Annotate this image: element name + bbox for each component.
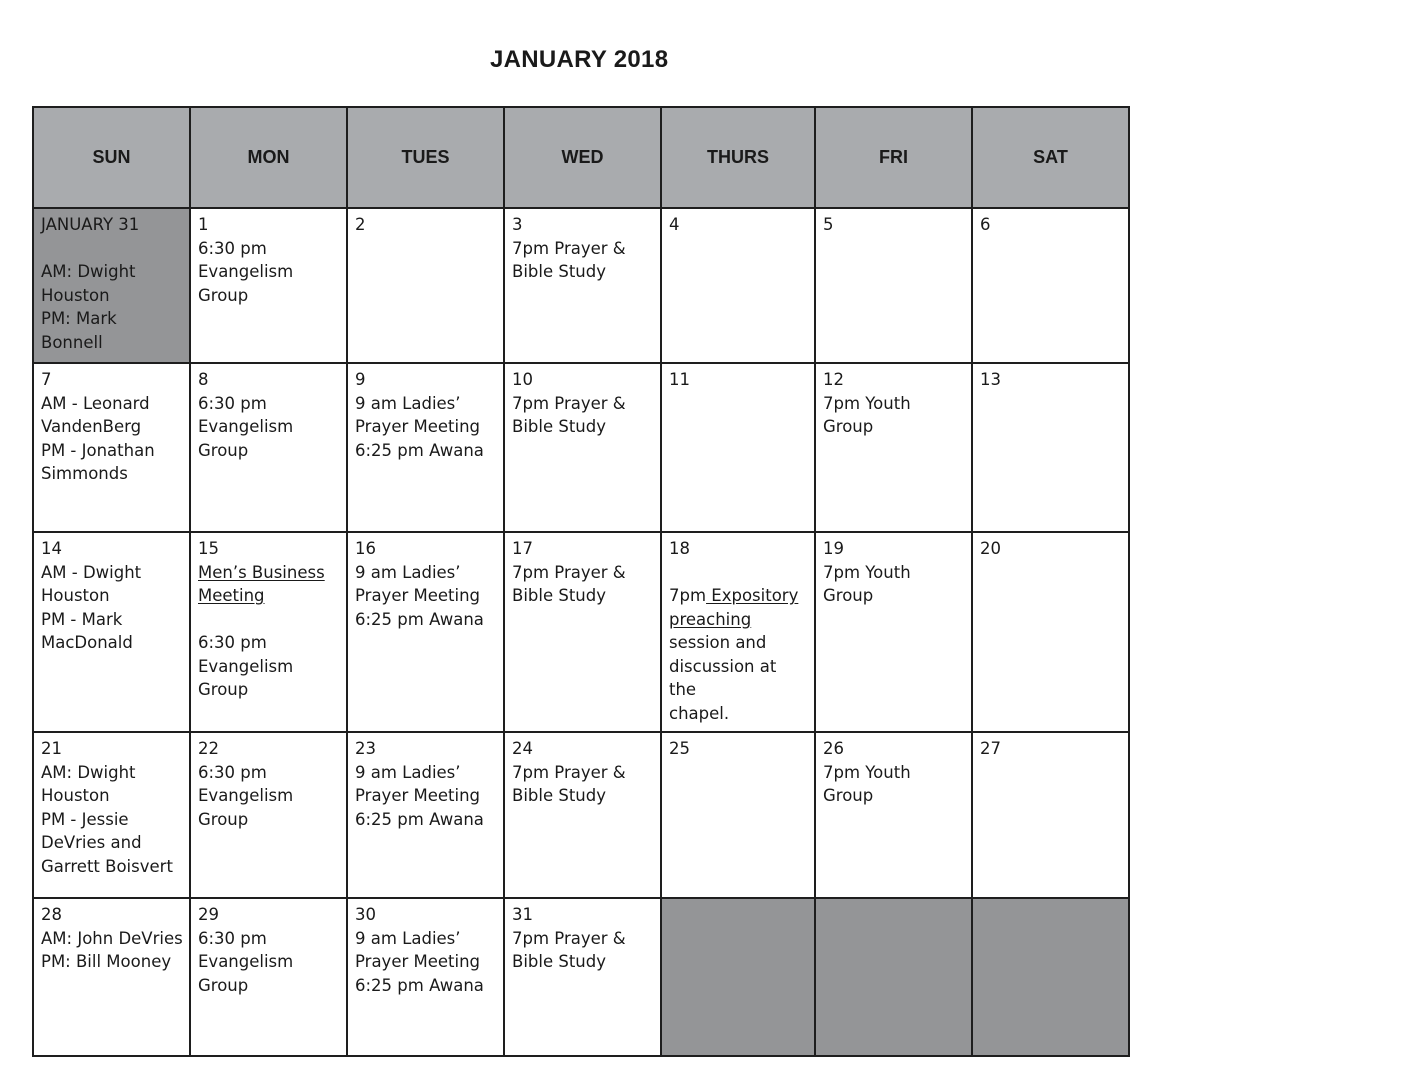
day-cell-12 [815,363,972,532]
event-text: AM - Leonard [41,393,150,413]
event-text: Group [198,285,249,305]
day-number: 5 [823,215,834,234]
day-number: 26 [823,739,844,758]
event-text: Bible Study [512,786,606,805]
event-text: Prayer Meeting [355,952,481,971]
event-text: session and [669,633,767,652]
day-cell-19 [815,532,972,732]
event-text: 6:30 pm [198,238,267,258]
day-number: 30 [355,905,376,924]
underlined-text: preaching [669,609,752,629]
event-text: Simmonds [41,464,128,483]
event-text: Prayer Meeting [355,586,481,605]
event-text: 6:25 pm Awana [355,609,484,629]
weekday-header-wed: WED [504,107,661,208]
week-row-1 [33,208,1129,363]
event-text: 7pm Prayer & [512,238,626,258]
day-cell-4 [661,208,815,363]
day-cell-21 [33,732,190,898]
event-text: Group [198,809,249,829]
event-text: 6:30 pm [198,393,267,413]
day-number: 31 [512,905,533,924]
day-cell-22 [190,732,347,898]
weekday-header-tues: TUES [347,107,504,208]
week-row-3 [33,532,1129,732]
event-text: Evangelism [198,656,294,676]
underlined-text: Expository [706,586,799,605]
event-text: Houston [41,586,110,605]
day-number: 23 [355,739,376,758]
event-text: 7pm Youth [823,762,911,782]
event-text: 6:25 pm Awana [355,809,484,829]
day-number: 10 [512,370,533,389]
event-text: AM: Dwight [41,762,136,782]
event-text: 7pm Prayer & [512,562,626,582]
day-cell-13 [972,363,1129,532]
day-number: JANUARY 31 [41,215,140,234]
day-number: 20 [980,539,1001,558]
day-number: 28 [41,905,62,924]
day-cell-15 [190,532,347,732]
event-text: MacDonald [41,633,133,652]
event-text: Group [823,786,874,805]
week-row-5 [33,898,1129,1056]
event-text: 6:25 pm Awana [355,975,484,995]
event-text: Group [823,417,874,436]
event-text: Group [198,680,249,699]
event-text: 9 am Ladies’ [355,562,461,582]
day-number: 14 [41,539,62,558]
weekday-header-thurs: THURS [661,107,815,208]
day-number: 29 [198,905,219,924]
day-number: 6 [980,215,991,234]
event-text: chapel. [669,703,730,723]
day-number: 4 [669,215,680,234]
underlined-text: Men’s Business [198,562,325,582]
weekday-header-row [33,107,1129,208]
day-number: 2 [355,215,366,234]
event-text: Group [198,440,249,460]
blank-line [669,561,808,585]
event-text: discussion at the [669,656,777,699]
underlined-text: Meeting [198,586,265,605]
day-number: 21 [41,739,62,758]
event-text: 7pm Youth [823,562,911,582]
event-text: 7pm Prayer & [512,928,626,948]
day-number: 3 [512,215,523,234]
event-text: Evangelism [198,262,294,281]
event-text: Evangelism [198,952,294,971]
event-text: AM: John DeVries [41,928,183,948]
day-cell-6 [972,208,1129,363]
day-cell-31 [504,898,661,1056]
event-text: Prayer Meeting [355,786,481,805]
day-number: 16 [355,539,376,558]
day-cell-9 [347,363,504,532]
event-text: PM - Jessie [41,809,129,829]
day-cell-23 [347,732,504,898]
event-text: Houston [41,285,110,305]
day-number: 17 [512,539,533,558]
event-text: PM - Mark [41,609,123,629]
day-cell-7 [33,363,190,532]
day-number: 11 [669,370,690,389]
event-text-underlined [669,608,808,632]
day-cell-5 [815,208,972,363]
event-text: 6:30 pm [198,928,267,948]
day-cell-3 [504,208,661,363]
event-text: Garrett Boisvert [41,856,173,876]
day-number: 12 [823,370,844,389]
day-number: 7 [41,370,52,389]
day-cell-1 [190,208,347,363]
empty-day-cell [972,898,1129,1056]
day-cell-2 [347,208,504,363]
day-cell-dec-31 [33,208,190,363]
empty-day-cell [661,898,815,1056]
event-text: PM: Bill Mooney [41,952,172,971]
day-cell-17 [504,532,661,732]
weekday-header-sun: SUN [33,107,190,208]
day-cell-30 [347,898,504,1056]
day-number: 24 [512,739,533,758]
event-text: 6:30 pm [198,633,267,652]
event-text: VandenBerg [41,417,142,436]
event-text: Group [823,586,874,605]
day-cell-8 [190,363,347,532]
day-number: 25 [669,739,690,758]
weekday-header-mon: MON [190,107,347,208]
event-text: 7pm Prayer & [512,762,626,782]
event-text: Bible Study [512,952,606,971]
blank-line [198,608,340,632]
day-cell-16 [347,532,504,732]
event-text: 7pm Prayer & [512,393,626,413]
event-text: DeVries and [41,833,142,852]
event-text: AM: Dwight [41,262,136,281]
event-text: AM - Dwight [41,562,142,582]
calendar-title: JANUARY 2018 [490,46,669,73]
event-text: Bible Study [512,417,606,436]
event-text: Group [198,975,249,995]
event-text [669,584,808,608]
event-text: Prayer Meeting [355,417,481,436]
blank-line [41,237,183,261]
weekday-header-fri: FRI [815,107,972,208]
day-number: 27 [980,739,1001,758]
day-cell-14 [33,532,190,732]
event-time: 7pm [669,586,707,605]
day-cell-24 [504,732,661,898]
day-cell-25 [661,732,815,898]
day-cell-11 [661,363,815,532]
week-row-4 [33,732,1129,898]
day-number: 8 [198,370,209,389]
event-text-underlined [198,561,340,585]
day-cell-18 [661,532,815,732]
event-text: 9 am Ladies’ [355,762,461,782]
event-text: 6:30 pm [198,762,267,782]
day-number: 13 [980,370,1001,389]
event-text: Bible Study [512,586,606,605]
week-row-2 [33,363,1129,532]
day-number: 19 [823,539,844,558]
event-text: Evangelism [198,417,294,436]
event-text: 7pm Youth [823,393,911,413]
day-number: 9 [355,370,366,389]
event-text: 6:25 pm Awana [355,440,484,460]
event-text: Bible Study [512,262,606,281]
day-cell-20 [972,532,1129,732]
day-number: 1 [198,215,209,234]
day-cell-27 [972,732,1129,898]
day-cell-28 [33,898,190,1056]
day-number: 15 [198,539,219,558]
event-text: 9 am Ladies’ [355,928,461,948]
day-cell-10 [504,363,661,532]
event-text: PM - Jonathan [41,440,155,460]
day-number: 18 [669,539,690,558]
empty-day-cell [815,898,972,1056]
event-text: Evangelism [198,786,294,805]
day-cell-26 [815,732,972,898]
event-text: Houston [41,786,110,805]
day-cell-29 [190,898,347,1056]
calendar-grid [32,106,1130,1057]
event-text-underlined [198,584,340,608]
weekday-header-sat: SAT [972,107,1129,208]
day-number: 22 [198,739,219,758]
event-text: PM: Mark Bonnell [41,309,117,352]
event-text: 9 am Ladies’ [355,393,461,413]
